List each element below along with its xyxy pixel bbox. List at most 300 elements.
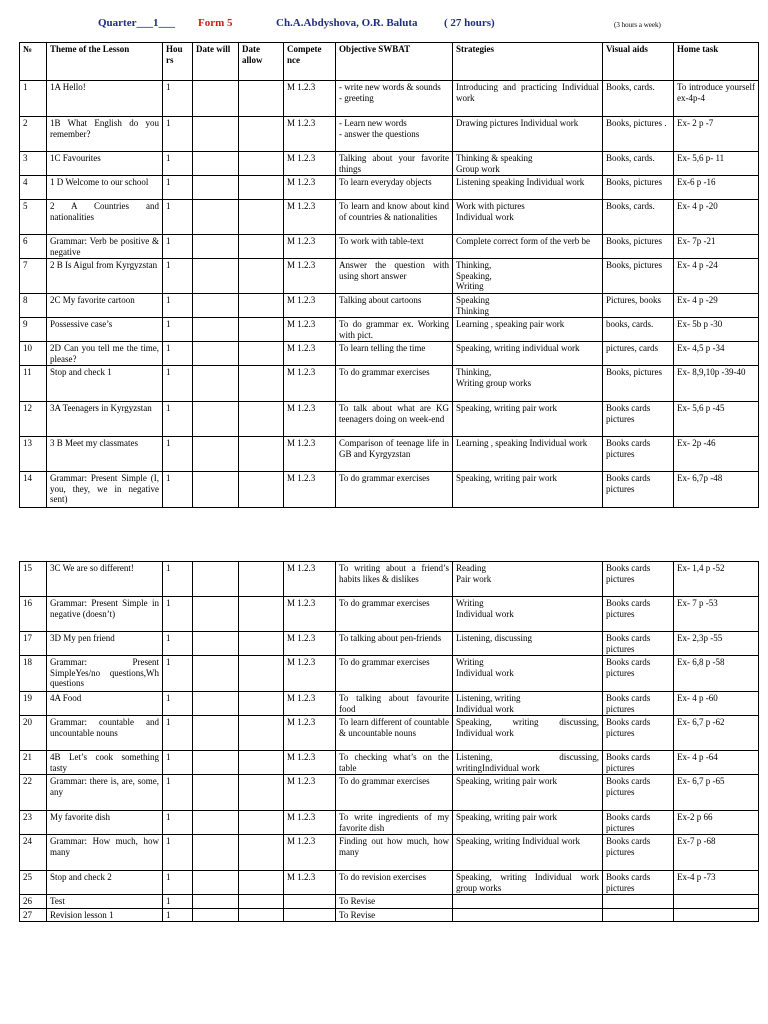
cell-date-allow [239,437,284,472]
cell-objective: Comparison of teenage life in GB and Kyrgyzstan [336,437,453,472]
cell-date-will [193,176,239,200]
cell-theme: 2 A Countries and nationalities [47,200,163,235]
document-header [0,17,768,35]
table-row [20,342,759,366]
cell-date-will [193,472,239,508]
cell-competence: M 1.2.3 [284,200,336,235]
cell-date-will [193,597,239,632]
cell-date-allow [239,117,284,152]
cell-date-will [193,716,239,751]
cell-date-allow [239,259,284,294]
col-header-date-allow: Date allow [239,43,284,81]
cell-number: 22 [20,775,47,811]
col-header-visual-aids: Visual aids [603,43,674,81]
cell-date-will [193,751,239,775]
cell-hours: 1 [163,716,193,751]
cell-objective: To do grammar exercises [336,775,453,811]
cell-hours: 1 [163,562,193,597]
cell-number: 11 [20,366,47,402]
cell-date-allow [239,835,284,871]
cell-date-will [193,811,239,835]
table-row [20,597,759,632]
cell-date-allow [239,775,284,811]
cell-strategies: Writing Individual work [453,597,603,632]
cell-home-task: Ex- 4 p -29 [674,294,759,318]
cell-hours: 1 [163,908,193,922]
cell-competence: M 1.2.3 [284,437,336,472]
table-body-part2 [20,562,759,922]
cell-theme: 4B Let’s cook something tasty [47,751,163,775]
cell-date-will [193,117,239,152]
cell-home-task: Ex-4 p -73 [674,871,759,895]
cell-theme: 1B What English do you remember? [47,117,163,152]
cell-date-will [193,656,239,692]
cell-competence: M 1.2.3 [284,775,336,811]
cell-home-task: Ex- 2p -46 [674,437,759,472]
cell-home-task: Ex- 7 p -53 [674,597,759,632]
cell-hours: 1 [163,152,193,176]
cell-date-allow [239,472,284,508]
cell-visual-aids: Books cards pictures [603,597,674,632]
cell-visual-aids: Books cards pictures [603,871,674,895]
table-row [20,117,759,152]
cell-theme: Grammar: Present Simple in negative (doesn’t) [47,597,163,632]
cell-competence: M 1.2.3 [284,692,336,716]
cell-home-task: Ex- 7p -21 [674,235,759,259]
table-row [20,472,759,508]
table-row [20,235,759,259]
cell-visual-aids: Books cards pictures [603,692,674,716]
cell-objective: - write new words & sounds - greeting [336,81,453,117]
table-row [20,259,759,294]
cell-date-allow [239,318,284,342]
cell-theme: 2D Can you tell me the time, please? [47,342,163,366]
cell-competence: M 1.2.3 [284,366,336,402]
table-row [20,751,759,775]
cell-visual-aids: books, cards. [603,318,674,342]
cell-competence: M 1.2.3 [284,259,336,294]
cell-number: 10 [20,342,47,366]
cell-strategies [453,895,603,909]
cell-number: 14 [20,472,47,508]
cell-visual-aids: Books, pictures [603,176,674,200]
cell-date-will [193,342,239,366]
cell-competence: M 1.2.3 [284,472,336,508]
cell-strategies: Speaking Thinking [453,294,603,318]
col-header-hours: Hou rs [163,43,193,81]
cell-home-task: Ex- 5,6 p -45 [674,402,759,437]
cell-home-task: Ex- 2 p -7 [674,117,759,152]
table-row [20,811,759,835]
cell-visual-aids: Books cards pictures [603,656,674,692]
cell-hours: 1 [163,437,193,472]
cell-hours: 1 [163,895,193,909]
cell-objective: To learn telling the time [336,342,453,366]
cell-home-task: To introduce yourself ex-4p-4 [674,81,759,117]
cell-visual-aids: Books, cards. [603,81,674,117]
cell-strategies: Thinking, Writing group works [453,366,603,402]
lesson-plan-table-part2 [19,561,759,922]
table-row [20,318,759,342]
cell-visual-aids: Books cards pictures [603,811,674,835]
table-row [20,895,759,909]
table-row [20,908,759,922]
cell-theme: My favorite dish [47,811,163,835]
cell-theme: Test [47,895,163,909]
cell-home-task: Ex-6 p -16 [674,176,759,200]
cell-date-will [193,895,239,909]
cell-date-allow [239,656,284,692]
cell-date-will [193,235,239,259]
cell-date-allow [239,597,284,632]
cell-competence: M 1.2.3 [284,562,336,597]
table-row [20,366,759,402]
cell-objective: Talking about your favorite things [336,152,453,176]
cell-objective: To do grammar exercises [336,472,453,508]
cell-objective: Talking about cartoons [336,294,453,318]
cell-objective: To write ingredients of my favorite dish [336,811,453,835]
cell-number: 7 [20,259,47,294]
cell-number: 3 [20,152,47,176]
cell-number: 16 [20,597,47,632]
cell-strategies: Reading Pair work [453,562,603,597]
cell-date-allow [239,562,284,597]
cell-hours: 1 [163,751,193,775]
cell-home-task: Ex- 6,7p -48 [674,472,759,508]
cell-strategies: Speaking, writing Individual work [453,835,603,871]
cell-visual-aids: Books, pictures [603,235,674,259]
cell-strategies: Speaking, writing individual work [453,342,603,366]
cell-objective: To work with table-text [336,235,453,259]
cell-home-task: Ex- 4 p -24 [674,259,759,294]
table-row [20,835,759,871]
cell-competence: M 1.2.3 [284,402,336,437]
cell-number: 26 [20,895,47,909]
cell-theme: Grammar: Present SimpleYes/no questions,Wh questions [47,656,163,692]
col-header-strategies: Strategies [453,43,603,81]
cell-date-allow [239,895,284,909]
cell-date-will [193,908,239,922]
cell-strategies: Introducing and practicing Individual work [453,81,603,117]
cell-hours: 1 [163,402,193,437]
col-header-number: № [20,43,47,81]
cell-date-allow [239,632,284,656]
cell-home-task: Ex- 6,8 p -58 [674,656,759,692]
cell-hours: 1 [163,81,193,117]
cell-date-allow [239,294,284,318]
cell-competence: M 1.2.3 [284,835,336,871]
cell-hours: 1 [163,472,193,508]
cell-strategies: Work with pictures Individual work [453,200,603,235]
cell-objective: To do grammar exercises [336,656,453,692]
cell-objective: To do grammar exercises [336,366,453,402]
cell-number: 9 [20,318,47,342]
cell-competence: M 1.2.3 [284,318,336,342]
cell-objective: To Revise [336,895,453,909]
authors-label: Ch.A.Abdyshova, O.R. Baluta [276,17,418,29]
cell-strategies: Writing Individual work [453,656,603,692]
cell-date-will [193,835,239,871]
cell-theme: Stop and check 1 [47,366,163,402]
cell-home-task: Ex- 1,4 p -52 [674,562,759,597]
cell-date-allow [239,811,284,835]
cell-visual-aids: pictures, cards [603,342,674,366]
cell-objective: To Revise [336,908,453,922]
cell-objective: To talk about what are KG teenagers doing on week-end [336,402,453,437]
cell-number: 15 [20,562,47,597]
cell-strategies: Listening speaking Individual work [453,176,603,200]
cell-date-will [193,294,239,318]
cell-number: 24 [20,835,47,871]
cell-competence [284,908,336,922]
cell-strategies: Speaking, writing pair work [453,402,603,437]
cell-theme: Grammar: Verb be positive & negative [47,235,163,259]
cell-hours: 1 [163,775,193,811]
cell-strategies: Speaking, writing pair work [453,472,603,508]
cell-theme: Possessive case’s [47,318,163,342]
quarter-label: Quarter___1___ [98,17,175,29]
cell-strategies: Learning , speaking pair work [453,318,603,342]
cell-hours: 1 [163,632,193,656]
cell-competence [284,895,336,909]
cell-objective: To learn different of countable & uncountable nouns [336,716,453,751]
cell-date-will [193,200,239,235]
cell-objective: To checking what’s on the table [336,751,453,775]
cell-visual-aids: Books cards pictures [603,716,674,751]
cell-number: 2 [20,117,47,152]
cell-objective: To talking about pen-friends [336,632,453,656]
cell-visual-aids [603,895,674,909]
cell-hours: 1 [163,692,193,716]
cell-hours: 1 [163,176,193,200]
cell-date-allow [239,366,284,402]
cell-hours: 1 [163,235,193,259]
cell-date-will [193,152,239,176]
cell-number: 23 [20,811,47,835]
cell-objective: To do grammar exercises [336,597,453,632]
cell-date-allow [239,751,284,775]
cell-number: 20 [20,716,47,751]
cell-theme: 3 B Meet my classmates [47,437,163,472]
cell-date-allow [239,908,284,922]
cell-strategies: Speaking, writing pair work [453,811,603,835]
cell-theme: 1 D Welcome to our school [47,176,163,200]
col-header-objective: Objective SWBAT [336,43,453,81]
cell-visual-aids: Books cards pictures [603,835,674,871]
table-row [20,437,759,472]
cell-visual-aids: Books cards pictures [603,437,674,472]
cell-theme: 3A Teenagers in Kyrgyzstan [47,402,163,437]
cell-home-task: Ex- 4 p -64 [674,751,759,775]
cell-visual-aids: Books cards pictures [603,472,674,508]
cell-objective: Finding out how much, how many [336,835,453,871]
cell-visual-aids: Books, pictures [603,366,674,402]
cell-number: 27 [20,908,47,922]
cell-theme: 3C We are so different! [47,562,163,597]
cell-hours: 1 [163,200,193,235]
cell-strategies: Complete correct form of the verb be [453,235,603,259]
cell-date-will [193,402,239,437]
cell-number: 13 [20,437,47,472]
cell-hours: 1 [163,294,193,318]
cell-objective: To do grammar ex. Working with pict. [336,318,453,342]
cell-date-will [193,437,239,472]
cell-number: 19 [20,692,47,716]
cell-objective: Answer the question with using short answer [336,259,453,294]
cell-home-task: Ex- 6,7 p -62 [674,716,759,751]
cell-number: 8 [20,294,47,318]
cell-competence: M 1.2.3 [284,117,336,152]
cell-home-task: Ex- 4 p -20 [674,200,759,235]
cell-home-task: Ex- 6,7 p -65 [674,775,759,811]
table-row [20,402,759,437]
cell-objective: To learn and know about kind of countries & nationalities [336,200,453,235]
cell-date-will [193,562,239,597]
cell-objective: To learn everyday objects [336,176,453,200]
cell-home-task: Ex- 4,5 p -34 [674,342,759,366]
cell-visual-aids: Books, pictures . [603,117,674,152]
cell-strategies: Listening, discussing, writingIndividual work [453,751,603,775]
cell-strategies: Speaking, writing discussing, Individual work [453,716,603,751]
cell-number: 21 [20,751,47,775]
cell-objective: To do revision exercises [336,871,453,895]
cell-strategies: Drawing pictures Individual work [453,117,603,152]
cell-date-allow [239,152,284,176]
cell-competence: M 1.2.3 [284,81,336,117]
col-header-theme: Theme of the Lesson [47,43,163,81]
cell-date-allow [239,81,284,117]
cell-competence: M 1.2.3 [284,235,336,259]
cell-number: 1 [20,81,47,117]
cell-theme: 3D My pen friend [47,632,163,656]
cell-hours: 1 [163,366,193,402]
cell-strategies: Speaking, writing Individual work group works [453,871,603,895]
cell-theme: Grammar: Present Simple (I, you, they, we in negative sent) [47,472,163,508]
table-row [20,632,759,656]
col-header-home-task: Home task [674,43,759,81]
cell-visual-aids: Books cards pictures [603,632,674,656]
cell-strategies: Thinking, Speaking, Writing [453,259,603,294]
cell-number: 12 [20,402,47,437]
cell-date-allow [239,342,284,366]
cell-hours: 1 [163,597,193,632]
cell-date-will [193,871,239,895]
cell-hours: 1 [163,342,193,366]
cell-number: 25 [20,871,47,895]
table-row [20,152,759,176]
cell-competence: M 1.2.3 [284,716,336,751]
cell-visual-aids [603,908,674,922]
table-row [20,200,759,235]
cell-home-task [674,895,759,909]
cell-competence: M 1.2.3 [284,597,336,632]
cell-competence: M 1.2.3 [284,152,336,176]
cell-home-task: Ex- 2,3p -55 [674,632,759,656]
table-row [20,294,759,318]
cell-hours: 1 [163,811,193,835]
cell-objective: To writing about a friend’s habits likes & dislikes [336,562,453,597]
cell-visual-aids: Books, cards. [603,152,674,176]
total-hours-label: ( 27 hours) [444,17,495,29]
cell-competence: M 1.2.3 [284,632,336,656]
cell-date-allow [239,692,284,716]
cell-strategies [453,908,603,922]
cell-competence: M 1.2.3 [284,176,336,200]
cell-date-will [193,692,239,716]
table-row [20,81,759,117]
cell-theme: 1C Favourites [47,152,163,176]
cell-number: 5 [20,200,47,235]
lesson-plan-table-part1 [19,42,759,508]
table-row [20,871,759,895]
cell-competence: M 1.2.3 [284,751,336,775]
cell-date-will [193,318,239,342]
cell-number: 17 [20,632,47,656]
cell-competence: M 1.2.3 [284,342,336,366]
cell-hours: 1 [163,871,193,895]
cell-home-task: Ex- 8,9,10p -39-40 [674,366,759,402]
cell-competence: M 1.2.3 [284,294,336,318]
cell-date-will [193,259,239,294]
col-header-date-will: Date will [193,43,239,81]
cell-competence: M 1.2.3 [284,656,336,692]
cell-home-task: Ex- 4 p -60 [674,692,759,716]
cell-visual-aids: Books, pictures [603,259,674,294]
cell-theme: 2C My favorite cartoon [47,294,163,318]
cell-number: 6 [20,235,47,259]
cell-theme: 4A Food [47,692,163,716]
cell-visual-aids: Books, cards. [603,200,674,235]
cell-theme: 1A Hello! [47,81,163,117]
cell-theme: Grammar: How much, how many [47,835,163,871]
cell-strategies: Listening, writing Individual work [453,692,603,716]
cell-date-will [193,366,239,402]
cell-date-allow [239,176,284,200]
cell-visual-aids: Pictures, books [603,294,674,318]
cell-visual-aids: Books cards pictures [603,775,674,811]
cell-hours: 1 [163,656,193,692]
table-row [20,716,759,751]
cell-theme: 2 B Is Aigul from Kyrgyzstan [47,259,163,294]
table-row [20,176,759,200]
cell-hours: 1 [163,835,193,871]
table-row [20,692,759,716]
table-header-row [20,43,759,81]
cell-home-task [674,908,759,922]
cell-date-allow [239,200,284,235]
cell-home-task: Ex-7 p -68 [674,835,759,871]
table-row [20,656,759,692]
cell-theme: Grammar: countable and uncountable nouns [47,716,163,751]
cell-theme: Grammar: there is, are, some, any [47,775,163,811]
cell-objective: To talking about favourite food [336,692,453,716]
cell-theme: Revision lesson 1 [47,908,163,922]
cell-visual-aids: Books cards pictures [603,751,674,775]
cell-hours: 1 [163,259,193,294]
cell-home-task: Ex- 5b p -30 [674,318,759,342]
cell-theme: Stop and check 2 [47,871,163,895]
cell-date-allow [239,871,284,895]
cell-date-allow [239,235,284,259]
cell-hours: 1 [163,117,193,152]
cell-competence: M 1.2.3 [284,811,336,835]
cell-number: 4 [20,176,47,200]
hours-per-week-label: (3 hours a week) [614,21,661,29]
cell-visual-aids: Books cards pictures [603,562,674,597]
cell-competence: M 1.2.3 [284,871,336,895]
cell-date-will [193,775,239,811]
cell-strategies: Speaking, writing pair work [453,775,603,811]
